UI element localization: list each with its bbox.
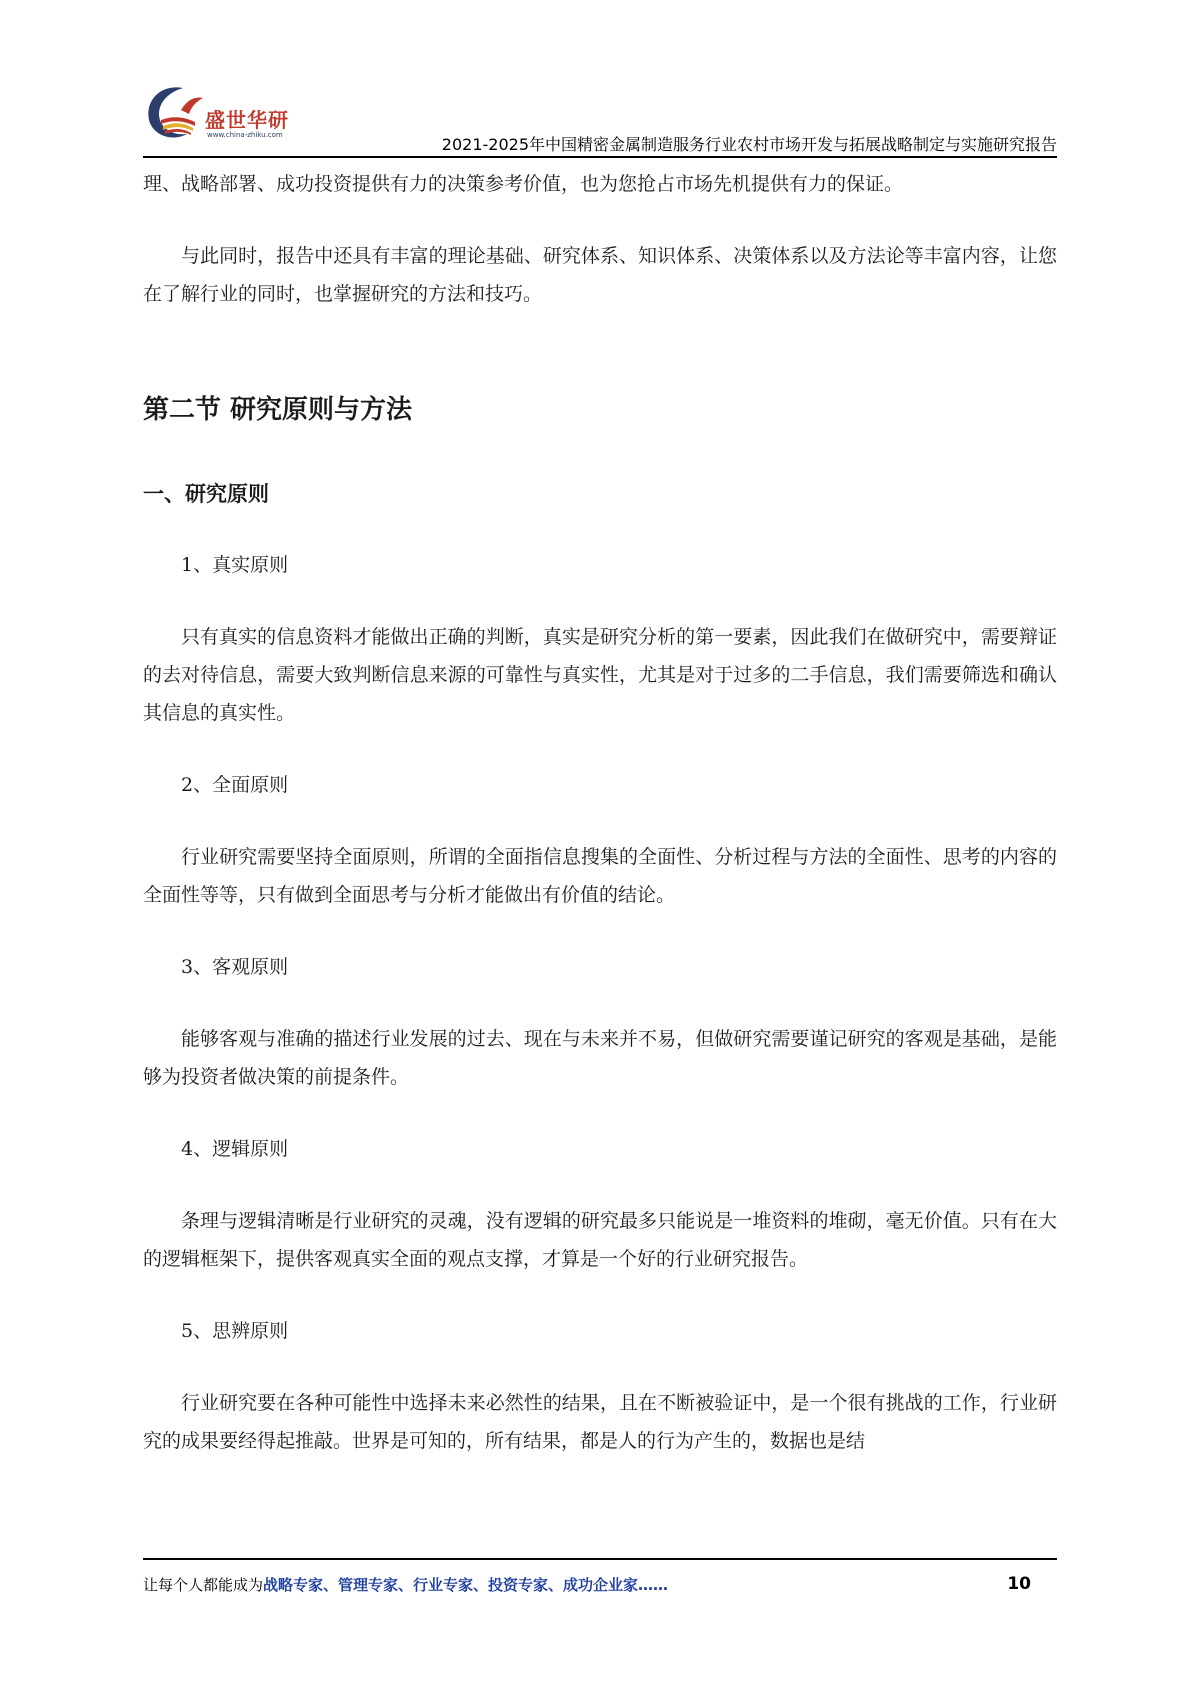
- page-content: [143, 165, 1057, 1460]
- section-heading: 第二节 研究原则与方法: [143, 395, 413, 425]
- page-footer: [143, 1574, 1057, 1598]
- paragraph: 与此同时，报告中还具有丰富的理论基础、研究体系、知识体系、决策体系以及方法论等丰富内容，让您在了解行业的同时，也掌握研究的方法和技巧。: [143, 245, 1057, 305]
- principle-title: 4、逻辑原则: [181, 1138, 289, 1160]
- paragraph-continued: 理、战略部署、成功投资提供有力的决策参考价值，也为您抢占市场先机提供有力的保证。: [143, 173, 904, 195]
- header-divider: [143, 156, 1057, 158]
- subsection-heading: 一、研究原则: [143, 482, 269, 506]
- report-title: 2021-2025年中国精密金属制造服务行业农村市场开发与拓展战略制定与实施研究报告: [441, 135, 1057, 154]
- principle-text: 条理与逻辑清晰是行业研究的灵魂，没有逻辑的研究最多只能说是一堆资料的堆砌，毫无价值。只有在大的逻辑框架下，提供客观真实全面的观点支撑，才算是一个好的行业研究报告。: [143, 1210, 1057, 1270]
- principle-text: 只有真实的信息资料才能做出正确的判断，真实是研究分析的第一要素，因此我们在做研究中，需要辩证的去对待信息，需要大致判断信息来源的可靠性与真实性，尤其是对于过多的二手信息，我们需要筛选和确认其信息的真实性。: [143, 626, 1057, 724]
- company-logo: [143, 80, 313, 150]
- footer-divider: [143, 1558, 1057, 1560]
- principle-text: 能够客观与准确的描述行业发展的过去、现在与未来并不易，但做研究需要谨记研究的客观是基础，是能够为投资者做决策的前提条件。: [143, 1028, 1057, 1088]
- logo-emblem-icon: [143, 80, 209, 144]
- principle-title: 5、思辨原则: [181, 1320, 289, 1342]
- principle-text: 行业研究需要坚持全面原则，所谓的全面指信息搜集的全面性、分析过程与方法的全面性、思考的内容的全面性等等，只有做到全面思考与分析才能做出有价值的结论。: [143, 846, 1057, 906]
- principle-text: 行业研究要在各种可能性中选择未来必然性的结果，且在不断被验证中，是一个很有挑战的工作，行业研究的成果要经得起推敲。世界是可知的，所有结果，都是人的行为产生的，数据也是结: [143, 1392, 1057, 1452]
- logo-url: www.china-zhiku.com: [207, 131, 283, 139]
- footer-slogan-roles: 战略专家、管理专家、行业专家、投资专家、成功企业家……: [263, 1576, 669, 1594]
- footer-slogan-lead: 让每个人都能成为: [143, 1576, 264, 1594]
- page-number: 10: [1007, 1574, 1031, 1594]
- logo-name: 盛世华研: [205, 108, 289, 132]
- principle-title: 3、客观原则: [181, 956, 289, 978]
- principle-title: 1、真实原则: [181, 554, 289, 576]
- principle-title: 2、全面原则: [181, 774, 289, 796]
- page-header: [143, 80, 1057, 158]
